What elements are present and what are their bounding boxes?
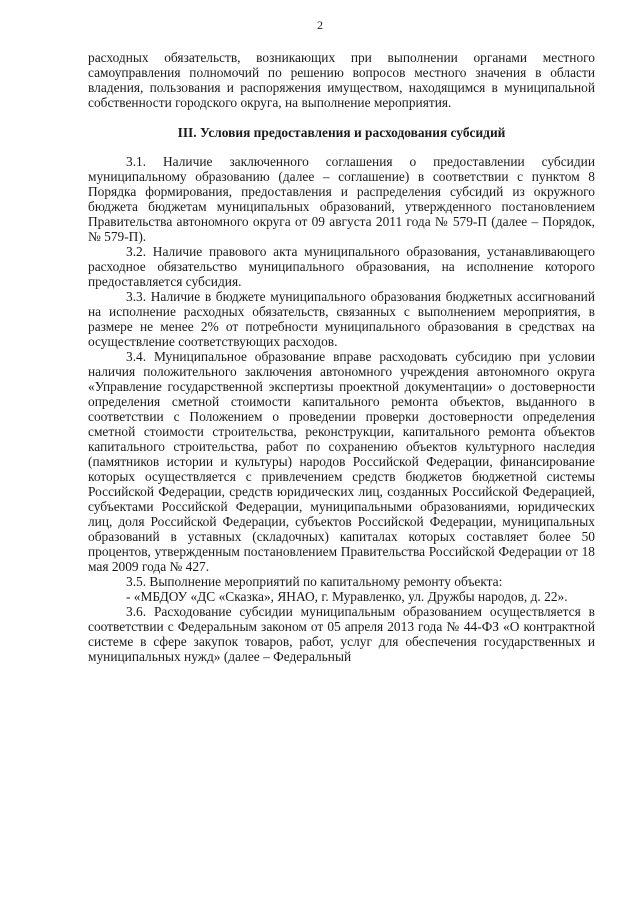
clause-3-4: 3.4. Муниципальное образование вправе расходовать субсидию при условии наличия положительного заключения автономного учреждения автономного округа «Управление государственной экспертизы проектной документации» о достоверности определения сметной стоимости капитального ремонта объектов, выданного в соответствии с Положением о проведении проверки достоверности определения сметной стоимости строительства, реконструкции, капитального ремонта объектов капитального строительства, работ по сохранению объектов культурного наследия (памятников истории и культуры) народов Российской Федерации, финансирование которых осуществляется с привлечением средств бюджетов бюджетной системы Российской Федерации, средств юридических лиц, созданных Российской Федерацией, субъектами Российской Федерации, муниципальными образованиями, юридических лиц, доля Российской Федерации, субъектов Российской Федерации, муниципальных образований в уставных (складочных) капиталах которых составляет более 50 процентов, утвержденным постановлением Правительства Российской Федерации от 18 мая 2009 года № 427. bbox=[88, 349, 595, 574]
clause-3-2: 3.2. Наличие правового акта муниципального образования, устанавливающего расходное обязательство муниципального образования, на исполнение которого предоставляется субсидия. bbox=[88, 244, 595, 289]
page-number: 2 bbox=[317, 18, 323, 32]
clause-3-6: 3.6. Расходование субсидии муниципальным образованием осуществляется в соответствии с Федеральным законом от 05 апреля 2013 года № 44-ФЗ «О контрактной системе в сфере закупок товаров, работ, услуг для обеспечения государственных и муниципальных нужд» (далее – Федеральный bbox=[88, 604, 595, 664]
clause-3-3: 3.3. Наличие в бюджете муниципального образования бюджетных ассигнований на исполнение расходных обязательств, связанных с выполнением мероприятия, в размере не менее 2% от потребности муниципального образования в средствах на осуществление соответствующих расходов. bbox=[88, 289, 595, 349]
clause-3-5: 3.5. Выполнение мероприятий по капитальному ремонту объекта: bbox=[126, 574, 503, 589]
section-heading: III. Условия предоставления и расходования субсидий bbox=[177, 125, 506, 140]
clause-3-5-item: - «МБДОУ «ДС «Сказка», ЯНАО, г. Муравленко, ул. Дружбы народов, д. 22». bbox=[126, 589, 568, 604]
clause-3-1: 3.1. Наличие заключенного соглашения о предоставлении субсидии муниципальному образованию (далее – соглашение) в соответствии с пунктом 8 Порядка формирования, предоставления и распределения субсидий из окружного бюджета бюджетам муниципальных образований, утвержденного постановлением Правительства автономного округа от 09 августа 2011 года № 579-П (далее – Порядок, № 579-П). bbox=[88, 154, 595, 244]
intro-paragraph: расходных обязательств, возникающих при выполнении органами местного самоуправления полномочий по решению вопросов местного значения в области владения, пользования и распоряжения имуществом, находящимся в муниципальной собственности городского округа, на выполнение мероприятия. bbox=[88, 50, 595, 110]
document-body bbox=[88, 50, 595, 664]
